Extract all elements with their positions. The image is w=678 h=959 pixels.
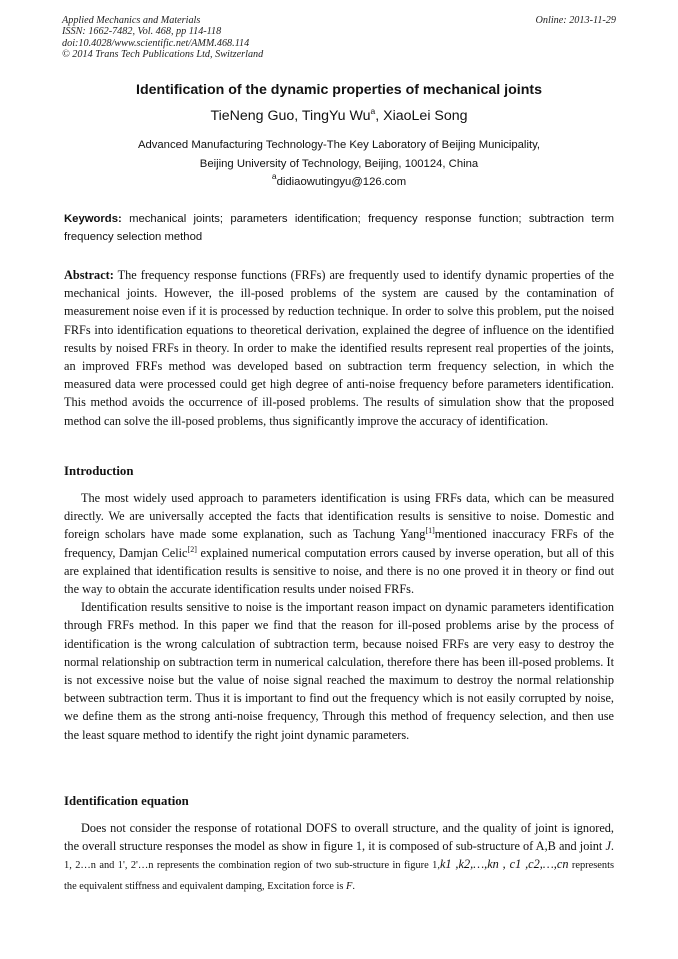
doi-line: doi:10.4028/www.scientific.net/AMM.468.114 — [62, 37, 250, 49]
author-1: TieNeng Guo, — [210, 108, 302, 124]
issn-line: ISSN: 1662-7482, Vol. 468, pp 114-118 — [62, 26, 222, 38]
ideq-end: . — [352, 880, 355, 892]
paper-title: Identification of the dynamic properties of mechanical joints — [136, 82, 542, 98]
keywords-text: mechanical joints; parameters identification; frequency response function; subtraction term frequency selection method — [64, 213, 614, 243]
affiliation-line-2: Beijing University of Technology, Beijing, 100124, China — [199, 157, 479, 170]
author-email — [62, 173, 616, 192]
author-2: TingYu Wu — [301, 108, 371, 124]
abstract-label: Abstract: — [64, 268, 114, 282]
intro-p1-text-c: explained numerical computation errors caused by inverse operation, but all of this are explained that identification results is sensitive to noise, and there is no one proved it in theory or find out the way to obtain the accurate identification results under noised FRFs. — [64, 545, 615, 597]
ideq-small-text-2: represents the equivalent stiffness and equivalent damping, Excitation force is — [64, 860, 615, 892]
identification-equation-heading: Identification equation — [64, 794, 189, 808]
ideq-paragraph-1 — [64, 819, 614, 896]
author-list — [62, 108, 616, 124]
copyright-line: © 2014 Trans Tech Publications Ltd, Switzerland — [62, 48, 264, 60]
identification-equation-body — [64, 819, 614, 896]
ideq-small-text-1: 1, 2…n and 1', 2'…n represents the combination region of two sub-structure in figure 1, — [64, 860, 440, 872]
intro-paragraph-2: Identification results sensitive to noise is the important reason impact on dynamic parameters identification through FRFs method. In this paper we find that the reason for ill-posed problems arise by the process of identification is the wrong calculation of subtraction term, because noised FRFs are very easy to destroy the normal relationship on subtraction term in numerical calculation, therefore there has been ill-posed problems. It is not excessive noise but the value of noise signal reached the maximum to destroy the normal relationship between subtraction term. Thus it is important to find out the frequency which is not easily corrupted by noise, we define them as the strong anti-noise frequency, Through this method of frequency selection, and then use the least square method to identify the right joint dynamic parameters. — [64, 600, 614, 742]
affiliation-line-1: Advanced Manufacturing Technology-The Key Laboratory of Beijing Municipality, — [137, 139, 541, 151]
intro-p1-text-a: The most widely used approach to parameters identification is using FRFs data, which can be measured directly. We are universally accepted the facts that identification results is sensitive to noise. Domestic and foreign scholars have made some explanation, such as Tachung Yang — [64, 491, 614, 542]
ideq-text-a: Does not consider the response of rotational DOFS to overall structure, and the quality of joint is ignored, the overall structure responses the model as show in figure 1, it is composed of sub-structure of A,B and joint — [64, 821, 614, 854]
keywords-section — [64, 210, 614, 246]
abstract-section — [64, 266, 614, 430]
abstract-text: The frequency response functions (FRFs) are frequently used to identify dynamic properties of the mechanical joints. However, the ill-posed problems of the system are caused by the contamination of measurement noise even if it is processed by reduction technique. In order to solve this problem, put the noised FRFs into identification equations to theoretical derivation, explained the degree of influence on the identified results by noised FRFs in theory. In order to make the identified results represent real properties of the joints, an improved FRFs method was developed based on subtraction term frequency selection, in which the measured data were processed could get high degree of anti-noise frequency before parameters identification. This method avoids the occurrence of ill-posed problems. The results of simulation show that the proposed method can solve the ill-posed problems, thus significantly improve the accuracy of identification. — [64, 268, 614, 428]
email-superscript: a — [271, 171, 277, 181]
introduction-body — [64, 489, 614, 744]
ideq-text-b: . — [610, 839, 614, 854]
keywords-label: Keywords: — [64, 213, 122, 225]
introduction-heading: Introduction — [64, 464, 134, 478]
stiffness-damping-symbols: k1 ,k2,…,kn , c1 ,c2,…,cn — [439, 857, 569, 872]
citation-1: [1] — [425, 526, 435, 536]
journal-name: Applied Mechanics and Materials — [62, 15, 201, 26]
force-symbol: F — [346, 880, 353, 892]
affiliation — [62, 136, 616, 192]
journal-header — [62, 15, 616, 60]
intro-p1-text-b: mentioned inaccuracy FRFs of the frequency, Damjan Celic — [64, 527, 614, 560]
citation-2: [2] — [187, 544, 197, 554]
intro-paragraph-1 — [64, 489, 614, 598]
author-3: , XiaoLei Song — [375, 108, 468, 124]
email-address: didiaowutingyu@126.com — [276, 176, 407, 188]
online-date: Online: 2013-11-29 — [535, 15, 616, 26]
joint-symbol: J — [605, 839, 611, 854]
author-2-superscript: a — [370, 106, 376, 116]
